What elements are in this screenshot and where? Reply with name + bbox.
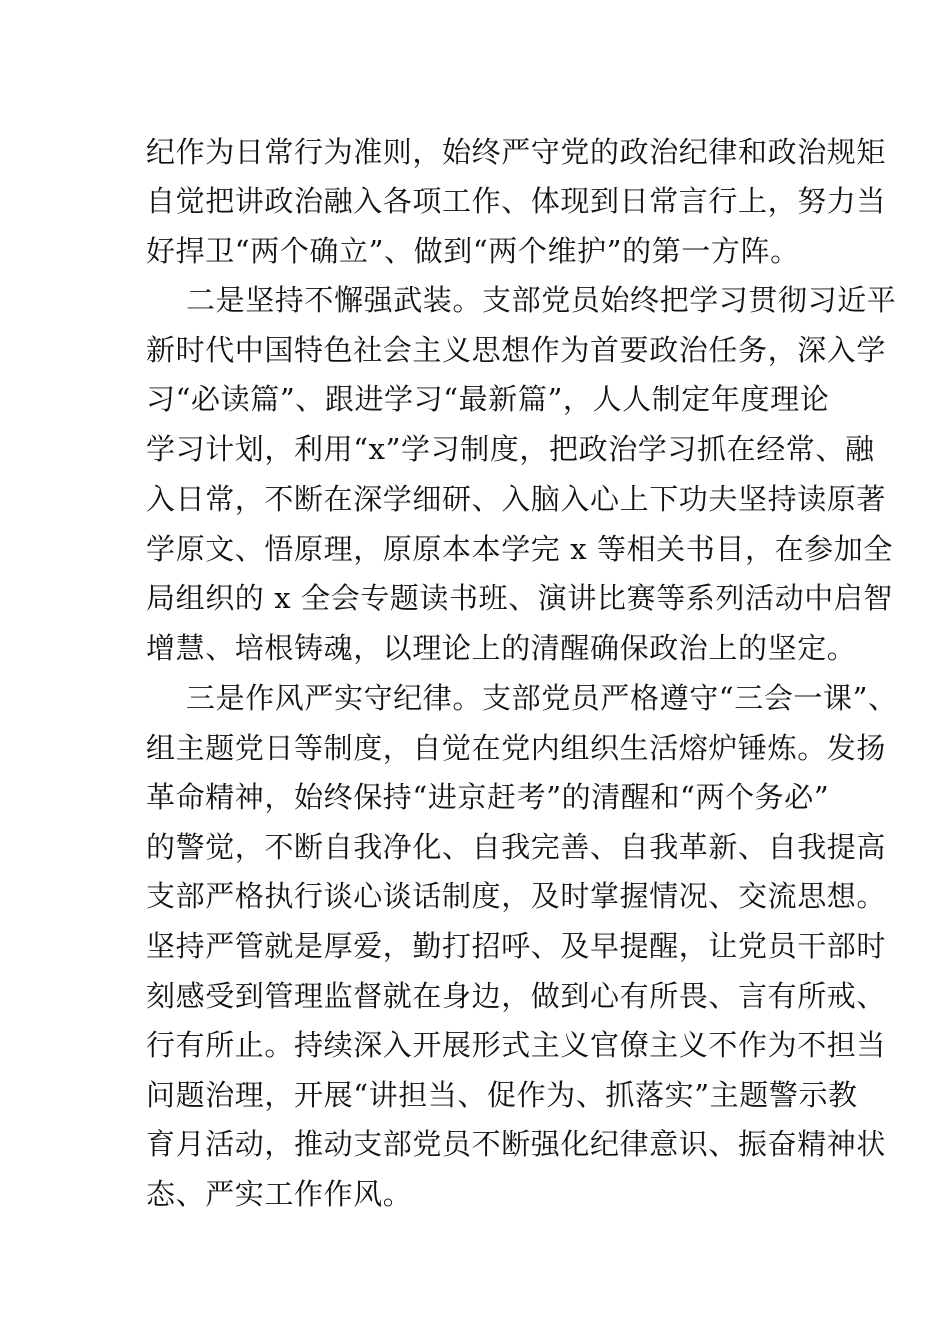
text-line: 组主题党日等制度，自觉在党内组织生活熔炉锤炼。发扬 — [146, 731, 887, 765]
text-line: 增慧、培根铸魂，以理论上的清醒确保政治上的坚定。 — [146, 631, 857, 665]
text-line: 坚持严管就是厚爱，勤打招呼、及早提醒，让党员干部时 — [146, 929, 887, 963]
text-line: 态、严实工作作风。 — [146, 1177, 413, 1211]
text-line: 革命精神，始终保持“进京赶考”的清醒和“两个务必” — [146, 780, 830, 814]
text-line: 的警觉，不断自我净化、自我完善、自我革新、自我提高 — [146, 830, 887, 864]
text-line: 习“必读篇”、跟进学习“最新篇”，人人制定年度理论 — [146, 382, 830, 416]
text-line: 局组织的 x 全会专题读书班、演讲比赛等系列活动中启智 — [146, 581, 893, 615]
text-line: 纪作为日常行为准则，始终严守党的政治纪律和政治规矩 — [146, 135, 887, 169]
text-line: 支部严格执行谈心谈话制度，及时掌握情况、交流思想。 — [146, 879, 887, 913]
text-line: 行有所止。持续深入开展形式主义官僚主义不作为不担当 — [146, 1028, 887, 1062]
text-line: 新时代中国特色社会主义思想作为首要政治任务，深入学 — [146, 333, 887, 367]
text-line: 问题治理，开展“讲担当、促作为、抓落实”主题警示教 — [146, 1078, 858, 1112]
text-line: 育月活动，推动支部党员不断强化纪律意识、振奋精神状 — [146, 1127, 887, 1161]
text-line: 学原文、悟原理，原原本本学完 x 等相关书目，在参加全 — [146, 532, 893, 566]
text-line: 学习计划，利用“x”学习制度，把政治学习抓在经常、融 — [146, 432, 875, 466]
text-line: 好捍卫“两个确立”、做到“两个维护”的第一方阵。 — [146, 234, 800, 268]
text-line: 刻感受到管理监督就在身边，做到心有所畏、言有所戒、 — [146, 979, 887, 1013]
paragraph-start-line: 三是作风严实守纪律。支部党员严格遵守“三会一课”、 — [186, 681, 898, 715]
paragraph-start-line: 二是坚持不懈强武装。支部党员始终把学习贯彻习近平 — [186, 283, 897, 317]
text-line: 入日常，不断在深学细研、入脑入心上下功夫坚持读原著 — [146, 482, 887, 516]
text-line: 自觉把讲政治融入各项工作、体现到日常言行上，努力当 — [146, 184, 887, 218]
